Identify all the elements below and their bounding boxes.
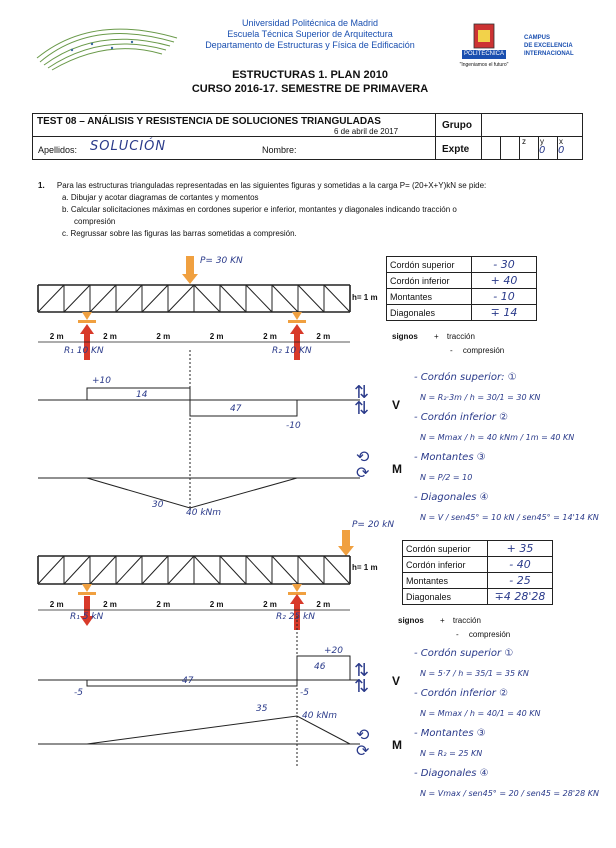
load-arrow-1 (186, 256, 194, 274)
m-label-2: M (392, 738, 402, 752)
load-label-2: P= 20 kN (352, 520, 395, 530)
shear-mark: -10 (286, 421, 301, 431)
span-label: 2 m (103, 332, 117, 341)
table-value: ∓4 28'28 (488, 589, 553, 605)
note-line: N = Vmax / sen45° = 20 / sen45 = 28'28 KN (420, 789, 600, 798)
shear-diagram-1 (38, 388, 360, 416)
shear-mark: +20 (324, 646, 343, 656)
moment-icon-1: ⟲ ⟳ (356, 449, 370, 482)
moment-mark: 40 kNm (302, 711, 338, 721)
support-right-1 (292, 312, 302, 320)
v-label-2: V (392, 674, 401, 688)
test-date: 6 de abril de 2017 (334, 127, 399, 136)
x-label: x (559, 137, 563, 146)
truss-diagonal (272, 285, 298, 312)
span-label: 2 m (156, 600, 171, 609)
truss-diagonal (38, 556, 64, 584)
moment-diagram-2 (38, 616, 360, 766)
truss-diagonal (220, 556, 246, 584)
department-name: Departamento de Estructuras y Física de Edificación (205, 40, 415, 50)
table-value: - 40 (488, 557, 553, 573)
truss-diagonal (116, 556, 142, 584)
y-value: 0 (539, 145, 546, 156)
table-label: Montantes (387, 289, 472, 305)
shear-mark: -5 (74, 688, 83, 698)
note-line: - Diagonales ④ (414, 492, 489, 503)
course-subtitle: CURSO 2016-17. SEMESTRE DE PRIMAVERA (191, 83, 429, 95)
truss-1-figure (30, 250, 380, 520)
support-right-2 (292, 584, 302, 592)
truss-diagonal (168, 285, 194, 312)
upm-logo-icon (32, 18, 182, 72)
table-label: Diagonales (403, 589, 488, 605)
span-label: 2 m (209, 600, 224, 609)
table-value: + 40 (472, 273, 537, 289)
note-line: N = R₂ = 25 KN (420, 749, 483, 758)
reaction-label-2-right: R₂ 25 kN (276, 612, 315, 622)
table-label: Diagonales (387, 305, 472, 321)
note-line: N = 5·7 / h = 35/1 = 35 KN (420, 669, 529, 678)
truss-diagonal (298, 285, 324, 312)
university-name: Universidad Politécnica de Madrid (241, 18, 379, 28)
note-line: - Cordón superior: ① (414, 372, 517, 383)
question-intro: Para las estructuras trianguladas representadas en las siguientes figuras y sometidas a la carga P= (20+X+Y)kN se pide: (56, 181, 487, 190)
truss-diagonal (142, 285, 168, 312)
note-line: - Cordón inferior ② (414, 688, 509, 699)
compresion-label: compresión (462, 346, 505, 355)
shear-mark: -5 (300, 688, 309, 698)
span-label: 2 m (49, 600, 64, 609)
span-label: 2 m (49, 332, 64, 341)
logo-label: POLITÉCNICA (463, 51, 504, 57)
support-left-1 (82, 312, 92, 320)
truss-diagonal (220, 285, 246, 312)
apellidos-label: Apellidos: (38, 145, 78, 155)
note-line: N = Mmax / h = 40/1 = 40 KN (420, 709, 541, 718)
table-value: - 25 (488, 573, 553, 589)
truss-diagonal (64, 285, 90, 312)
truss-diagonal (38, 285, 64, 312)
truss-diagonal (116, 285, 142, 312)
reaction-label-1-right: R₂ 10 KN (272, 346, 312, 356)
item-c: c. Regrussar sobre las figuras las barras sometidas a compresión. (62, 229, 297, 238)
campus-line-3: INTERNACIONAL (524, 51, 574, 57)
moment-mark: 40 kNm (186, 508, 222, 518)
table-label: Cordón superior (403, 541, 488, 557)
table-value: - 30 (472, 257, 537, 273)
truss-diagonal (168, 556, 194, 584)
moment-diagram-1 (38, 350, 360, 508)
support-left-2 (82, 584, 92, 592)
truss-diagonal (90, 285, 116, 312)
span-label: 2 m (263, 332, 277, 341)
traccion-label: tracción (452, 616, 481, 625)
table-label: Cordón inferior (387, 273, 472, 289)
motto: "Ingeniamos el futuro" (459, 62, 509, 68)
shear-mark: 46 (314, 662, 326, 672)
truss-diagonal (324, 556, 350, 584)
x-value: 0 (558, 145, 565, 156)
course-title: ESTRUCTURAS 1. PLAN 2010 (232, 69, 388, 81)
load-label-1: P= 30 KN (200, 256, 243, 266)
signs-legend-2 (398, 614, 510, 642)
notes-2 (414, 644, 614, 804)
note-line: N = Mmax / h = 40 kNm / 1m = 40 KN (420, 433, 575, 442)
expte-label: Expte (442, 144, 470, 155)
note-line: - Montantes ③ (414, 728, 486, 739)
truss-diagonal (142, 556, 168, 584)
table-label: Cordón superior (387, 257, 472, 273)
results-table-2 (402, 540, 553, 605)
spans-1 (30, 332, 350, 341)
shear-mark: +10 (92, 376, 111, 386)
truss-diagonal (194, 285, 220, 312)
table-value: + 35 (488, 541, 553, 557)
nombre-label: Nombre: (262, 145, 297, 155)
span-label: 2 m (316, 332, 331, 341)
politecnica-logo (456, 20, 512, 72)
plus-sign: + (440, 616, 445, 625)
shear-icon-1: ⇅ ⇅ (354, 382, 370, 418)
note-line: N = P/2 = 10 (420, 473, 473, 482)
question-number: 1. (38, 181, 45, 190)
grupo-label: Grupo (442, 120, 472, 131)
shear-mark: 47 (182, 676, 194, 686)
h-label-1: h= 1 m (352, 293, 378, 302)
signos-label: signos (392, 332, 418, 341)
item-a: a. Dibujar y acotar diagramas de cortantes y momentos (62, 193, 259, 202)
note-line: N = R₂·3m / h = 30/1 = 30 KN (420, 393, 541, 402)
traccion-label: tracción (446, 332, 475, 341)
moment-mark: 30 (152, 500, 164, 510)
y-label: y (540, 137, 544, 146)
item-b: b. Calcular solicitaciones máximas en cordones superior e inferior, montantes y diagonales indicando tracción o (62, 205, 457, 214)
signos-label: signos (398, 616, 424, 625)
z-label: z (522, 137, 526, 146)
minus-sign: - (450, 346, 453, 355)
load-arrow-2 (342, 530, 350, 546)
truss-diagonal (246, 285, 272, 312)
upm-logo (32, 18, 182, 72)
note-line: - Diagonales ④ (414, 768, 489, 779)
school-name: Escuela Técnica Superior de Arquitectura (227, 29, 393, 39)
table-label: Cordón inferior (403, 557, 488, 573)
truss-diagonal (64, 556, 90, 584)
notes-1 (414, 368, 614, 528)
note-line: - Cordón superior ① (414, 648, 514, 659)
campus-line-2: DE EXCELENCIA (524, 43, 573, 49)
truss-diagonal (90, 556, 116, 584)
plus-sign: + (434, 332, 439, 341)
signs-legend-1 (392, 330, 504, 358)
table-value: ∓ 14 (472, 305, 537, 321)
v-label-1: V (392, 398, 401, 412)
h-label-2: h= 1 m (352, 563, 378, 572)
truss-diagonal (246, 556, 272, 584)
span-label: 2 m (263, 600, 277, 609)
truss-diagonal (324, 285, 350, 312)
compresion-label: compresión (468, 630, 511, 639)
span-label: 2 m (156, 332, 171, 341)
truss-diagonal (194, 556, 220, 584)
test-title: TEST 08 – ANÁLISIS Y RESISTENCIA DE SOLUCIONES TRIANGULADAS (37, 116, 381, 127)
shear-mark: 14 (136, 390, 148, 400)
span-label: 2 m (209, 332, 224, 341)
moment-icon-2: ⟲ ⟳ (356, 727, 370, 760)
item-b-cont: compresión (74, 217, 116, 226)
results-table-1 (386, 256, 537, 321)
note-line: N = V / sen45° = 10 kN / sen45° = 14'14 KN (420, 513, 599, 522)
shear-diagram-2 (38, 656, 360, 686)
truss-diagonal (272, 556, 298, 584)
m-label-1: M (392, 462, 402, 476)
truss-diagonal (298, 556, 324, 584)
campus-line-1: CAMPUS (524, 35, 551, 41)
note-line: - Montantes ③ (414, 452, 486, 463)
moment-mark: 35 (256, 704, 268, 714)
minus-sign: - (456, 630, 459, 639)
note-line: - Cordón inferior ② (414, 412, 509, 423)
shear-icon-2: ⇅ ⇅ (354, 660, 370, 696)
table-label: Montantes (403, 573, 488, 589)
reaction-label-2-left: R₁ 5 kN (70, 612, 104, 622)
apellidos-value: SOLUCIÓN (90, 139, 167, 154)
span-label: 2 m (103, 600, 117, 609)
reaction-label-1-left: R₁ 10 KN (64, 346, 104, 356)
shear-mark: 47 (230, 404, 242, 414)
spans-2 (30, 600, 350, 609)
span-label: 2 m (316, 600, 331, 609)
table-value: - 10 (472, 289, 537, 305)
